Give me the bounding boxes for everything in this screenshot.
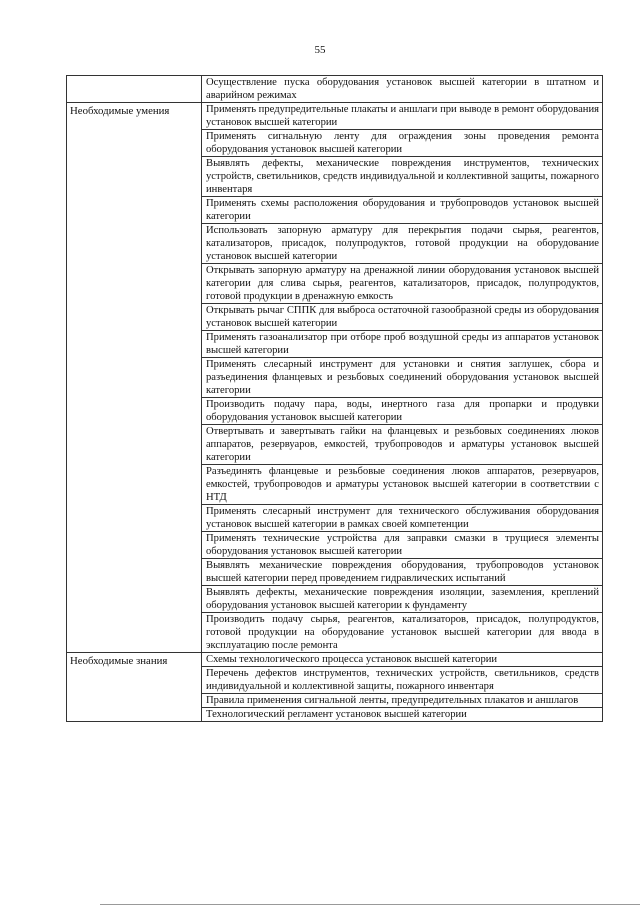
requirement-cell: Отвертывать и завертывать гайки на фланцевых и резьбовых соединениях люков аппаратов, резервуаров, емкостей, трубопроводов и арматуры установок высшей категории — [202, 425, 603, 465]
requirement-cell: Открывать запорную арматуру на дренажной линии оборудования установок высшей категории для слива сырья, реагентов, катализаторов, присадок, полупродуктов, готовой продукции в дренажную емкость — [202, 264, 603, 304]
requirement-cell: Технологический регламент установок высшей категории — [202, 708, 603, 722]
requirement-cell: Разъединять фланцевые и резьбовые соединения люков аппаратов, резервуаров, емкостей, трубопроводов и арматуры установок высшей категории в соответствии с НТД — [202, 465, 603, 505]
requirement-cell: Применять технические устройства для заправки смазки в трущиеся элементы оборудования установок высшей категории — [202, 532, 603, 559]
requirement-cell: Применять сигнальную ленту для ограждения зоны проведения ремонта оборудования установок высшей категории — [202, 130, 603, 157]
requirement-cell: Применять газоанализатор при отборе проб воздушной среды из аппаратов установок высшей категории — [202, 331, 603, 358]
requirement-cell: Применять схемы расположения оборудования и трубопроводов установок высшей категории — [202, 197, 603, 224]
requirement-cell: Применять слесарный инструмент для установки и снятия заглушек, сбора и разъединения фланцевых и резьбовых соединений оборудования установок высшей категории — [202, 358, 603, 398]
table-row — [67, 103, 603, 130]
table-row — [67, 76, 603, 103]
page-number: 55 — [314, 44, 326, 56]
requirement-cell: Производить подачу пара, воды, инертного газа для пропарки и продувки оборудования установок высшей категории — [202, 398, 603, 425]
requirement-cell: Перечень дефектов инструментов, технических устройств, светильников, средств индивидуальной и коллективной защиты, пожарного инвентаря — [202, 667, 603, 694]
requirement-cell: Выявлять дефекты, механические повреждения инструментов, технических устройств, светильников, средств индивидуальной и коллективной защиты, пожарного инвентаря — [202, 157, 603, 197]
requirement-cell: Правила применения сигнальной ленты, предупредительных плакатов и аншлагов — [202, 694, 603, 708]
requirement-cell: Производить подачу сырья, реагентов, катализаторов, присадок, полупродуктов, готовой продукции на оборудование установок высшей категории для ввода в эксплуатацию после ремонта — [202, 613, 603, 653]
requirement-cell: Осуществление пуска оборудования установок высшей категории в штатном и аварийном режимах — [202, 76, 603, 103]
requirement-cell: Применять предупредительные плакаты и аншлаги при выводе в ремонт оборудования установок высшей категории — [202, 103, 603, 130]
row-group-label: Необходимые умения — [67, 103, 202, 653]
requirement-cell: Применять слесарный инструмент для технического обслуживания оборудования установок высшей категории в рамках своей компетенции — [202, 505, 603, 532]
competency-table-body — [67, 76, 603, 722]
competency-table — [66, 75, 603, 722]
requirement-cell: Выявлять механические повреждения оборудования, трубопроводов установок высшей категории перед проведением гидравлических испытаний — [202, 559, 603, 586]
requirement-cell: Схемы технологического процесса установок высшей категории — [202, 653, 603, 667]
requirement-cell: Использовать запорную арматуру для перекрытия подачи сырья, реагентов, катализаторов, присадок, полупродуктов, готовой продукции на оборудование установок высшей категории — [202, 224, 603, 264]
requirement-cell: Выявлять дефекты, механические повреждения изоляции, заземления, креплений оборудования установок высшей категории к фундаменту — [202, 586, 603, 613]
row-group-label: Необходимые знания — [67, 653, 202, 722]
requirement-cell: Открывать рычаг СППК для выброса остаточной газообразной среды из оборудования установок высшей категории — [202, 304, 603, 331]
row-group-label — [67, 76, 202, 103]
table-row — [67, 653, 603, 667]
